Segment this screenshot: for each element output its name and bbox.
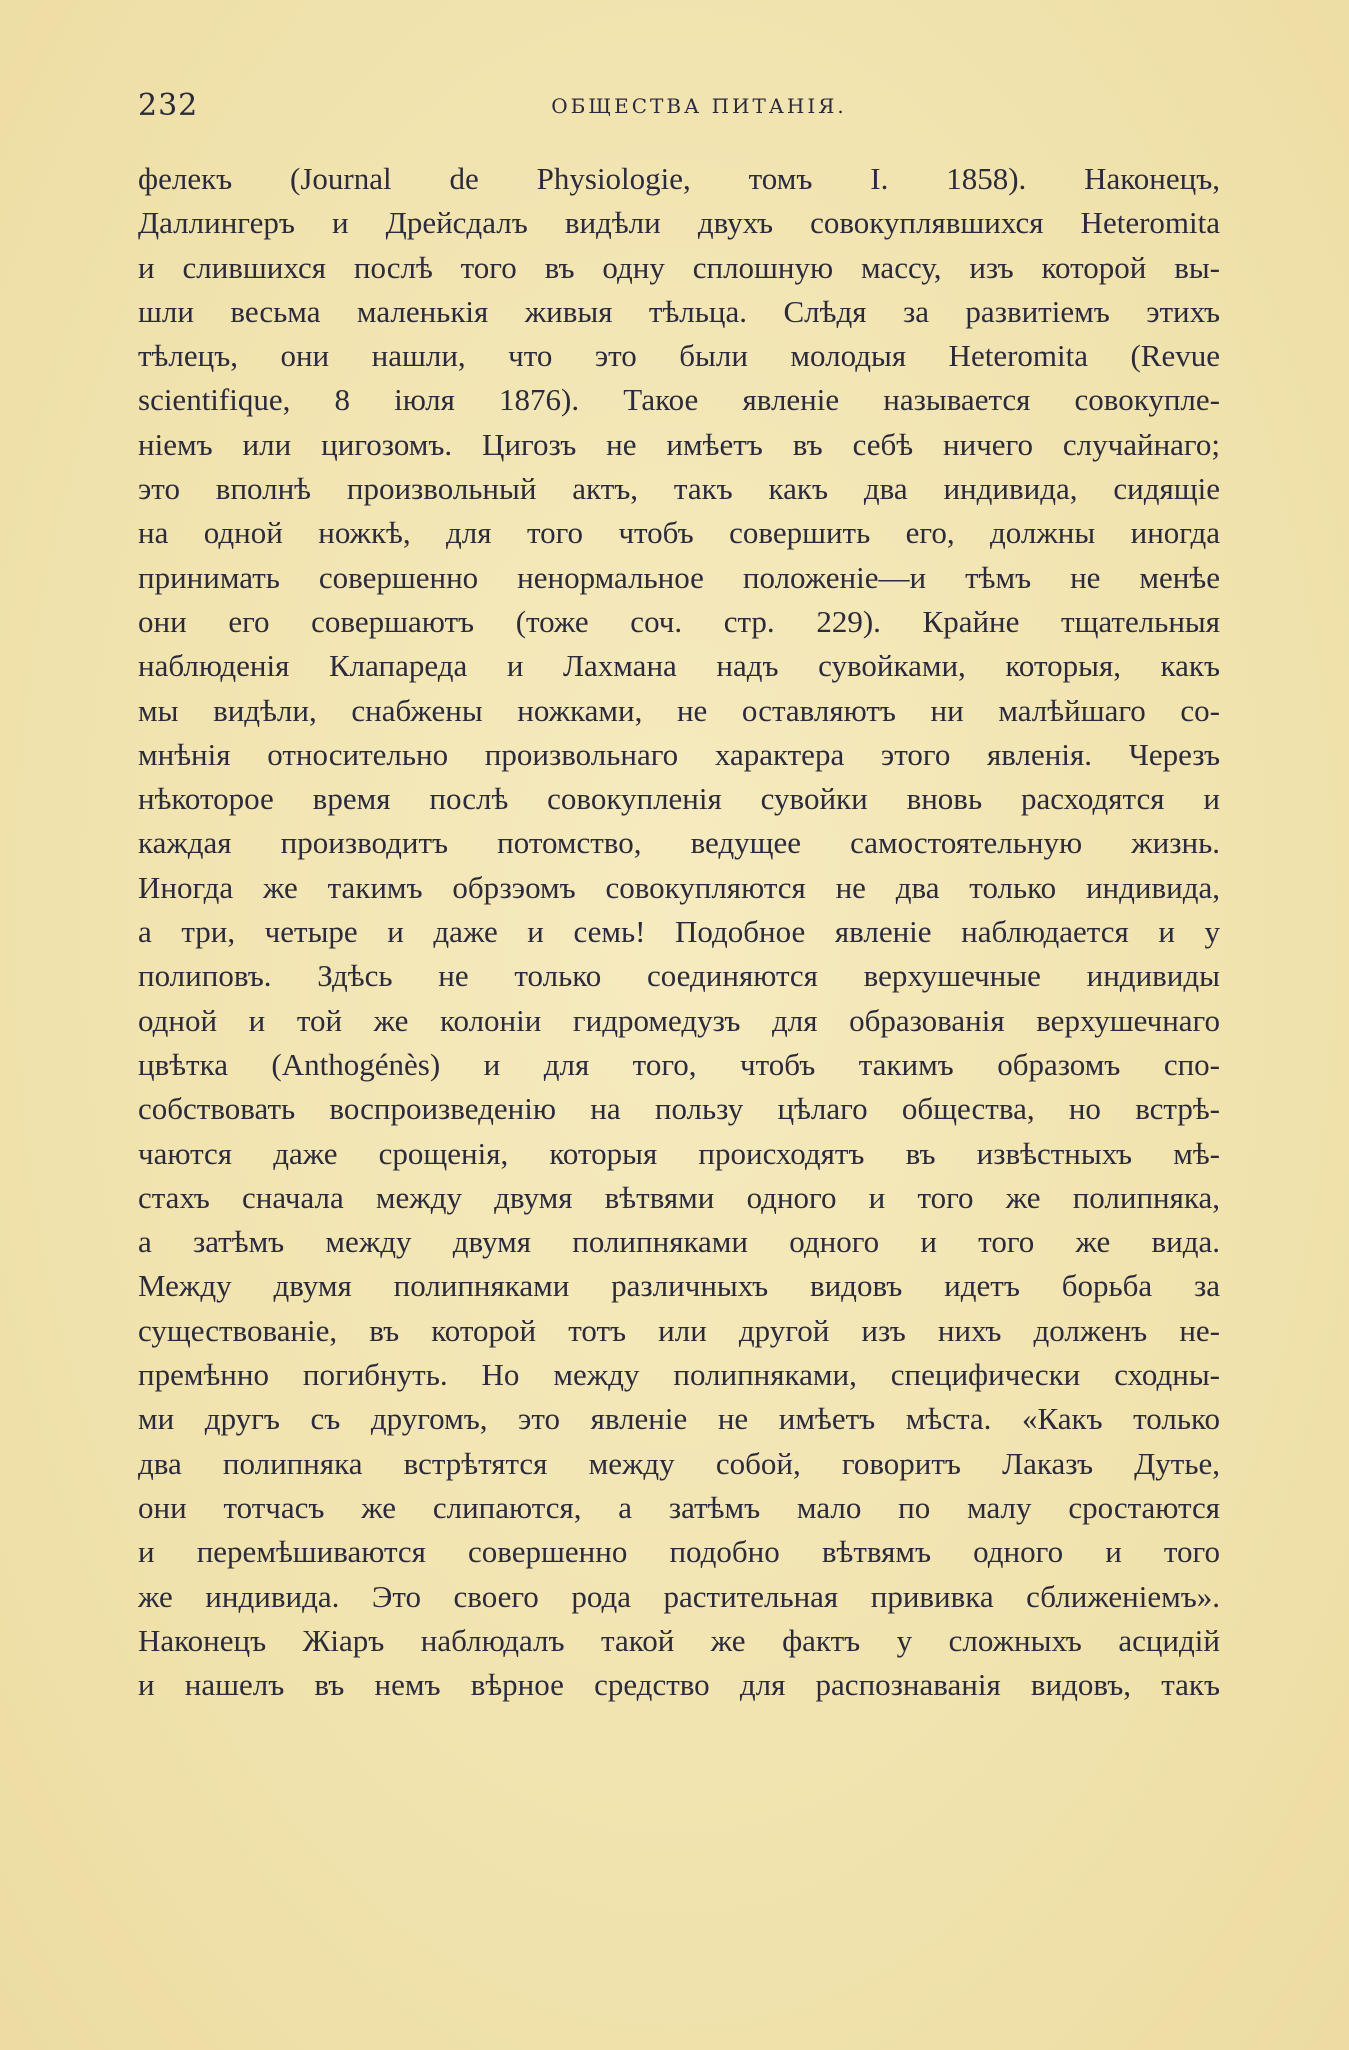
text-line: премѣнно погибнуть. Но между полипняками, специфически сходны- (138, 1357, 1220, 1393)
text-line: собствовать воспроизведенію на пользу цѣлаго общества, но встрѣ- (138, 1091, 1220, 1127)
text-line: Даллингеръ и Дрейсдалъ видѣли двухъ совокуплявшихся Heteromita (138, 205, 1220, 241)
text-line: это вполнѣ произвольный актъ, такъ какъ два индивида, сидящіе (138, 471, 1220, 507)
text-line: мнѣнія относительно произвольнаго характера этого явленія. Черезъ (138, 736, 1220, 772)
text-line: и слившихся послѣ того въ одну сплошную массу, изъ которой вы- (138, 249, 1220, 285)
text-line: на одной ножкѣ, для того чтобъ совершить его, должны иногда (138, 515, 1220, 551)
text-line: и перемѣшиваются совершенно подобно вѣтвямъ одного и того (138, 1534, 1220, 1570)
text-line: мы видѣли, снабжены ножками, не оставляютъ ни малѣйшаго со- (138, 692, 1220, 728)
running-title: ОБЩЕСТВА ПИТАНІЯ. (551, 94, 847, 118)
text-line: Между двумя полипняками различныхъ видовъ идетъ борьба за (138, 1268, 1220, 1304)
text-line: существованіе, въ которой тотъ или другой изъ нихъ долженъ не- (138, 1312, 1220, 1348)
text-line: каждая производитъ потомство, ведущее самостоятельную жизнь. (138, 825, 1220, 861)
text-line: цвѣтка (Anthogénès) и для того, чтобъ такимъ образомъ спо- (138, 1046, 1220, 1082)
page-number: 232 (138, 88, 199, 123)
body-text (138, 157, 1220, 1707)
text-line: тѣлецъ, они нашли, что это были молодыя Heteromita (Revue (138, 338, 1220, 374)
page-header (138, 88, 1220, 128)
text-line: одной и той же колоніи гидромедузъ для образованія верхушечнаго (138, 1002, 1220, 1038)
text-line: Иногда же такимъ обрзэомъ совокупляются не два только индивида, (138, 869, 1220, 905)
text-line: ніемъ или цигозомъ. Цигозъ не имѣетъ въ себѣ ничего случайнаго; (138, 426, 1220, 462)
text-line: стахъ сначала между двумя вѣтвями одного и того же полипняка, (138, 1179, 1220, 1215)
text-line: два полипняка встрѣтятся между собой, говоритъ Лаказъ Дутье, (138, 1445, 1220, 1481)
text-line: scientifique, 8 іюля 1876). Такое явленіе называется совокупле- (138, 382, 1220, 418)
text-line: нѣкоторое время послѣ совокупленія сувойки вновь расходятся и (138, 781, 1220, 817)
text-line: же индивида. Это своего рода растительная прививка сближеніемъ». (138, 1578, 1220, 1614)
text-line: шли весьма маленькія живыя тѣльца. Слѣдя за развитіемъ этихъ (138, 293, 1220, 329)
text-line: а затѣмъ между двумя полипняками одного и того же вида. (138, 1224, 1220, 1260)
text-line: полиповъ. Здѣсь не только соединяются верхушечные индивиды (138, 958, 1220, 994)
text-line: наблюденія Клапареда и Лахмана надъ сувойками, которыя, какъ (138, 648, 1220, 684)
text-line: ми другъ съ другомъ, это явленіе не имѣетъ мѣста. «Какъ только (138, 1401, 1220, 1437)
text-line: а три, четыре и даже и семь! Подобное явленіе наблюдается и у (138, 914, 1220, 950)
text-line: фелекъ (Journal de Physiologie, томъ I. 1858). Наконецъ, (138, 161, 1220, 196)
text-line: они тотчасъ же слипаются, а затѣмъ мало по малу сростаются (138, 1489, 1220, 1525)
text-line: Наконецъ Жіаръ наблюдалъ такой же фактъ у сложныхъ асцидій (138, 1622, 1220, 1658)
text-line: принимать совершенно ненормальное положеніе—и тѣмъ не менѣе (138, 559, 1220, 595)
text-line: и нашелъ въ немъ вѣрное средство для распознаванія видовъ, такъ (138, 1667, 1220, 1703)
text-line: чаются даже срощенія, которыя происходятъ въ извѣстныхъ мѣ- (138, 1135, 1220, 1171)
text-line: они его совершаютъ (тоже соч. стр. 229). Крайне тщательныя (138, 603, 1220, 639)
